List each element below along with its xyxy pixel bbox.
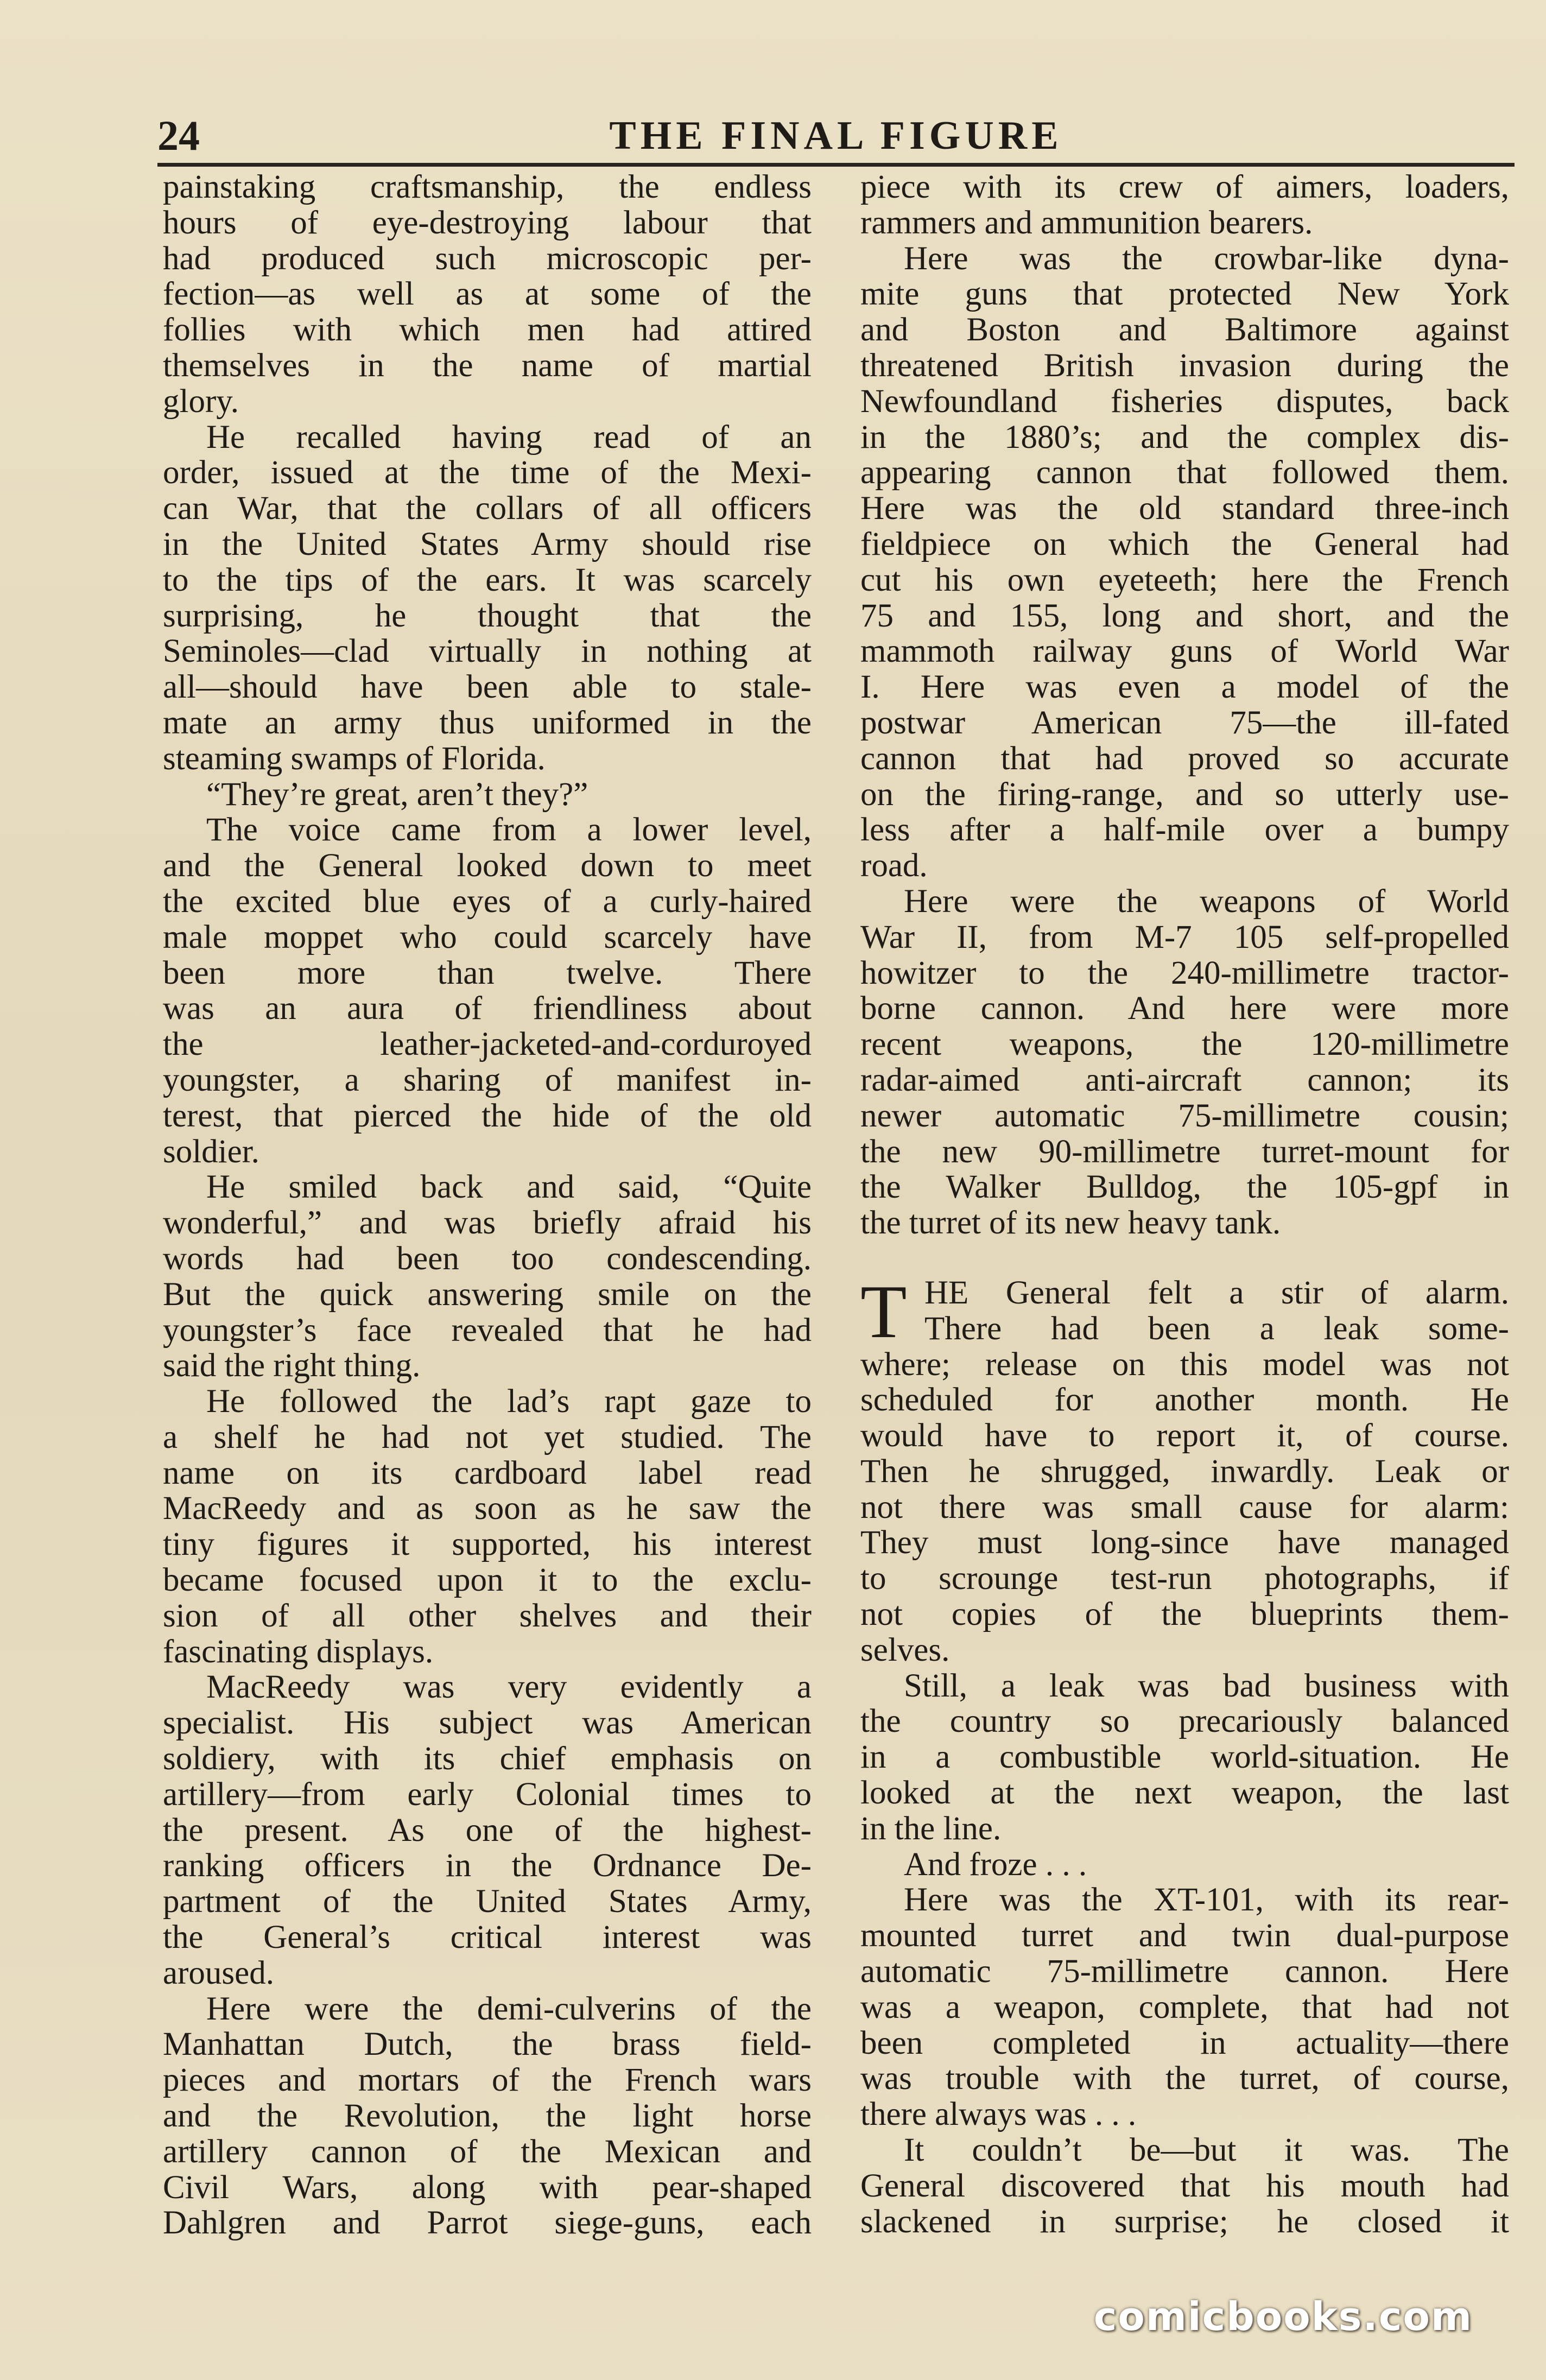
text-line: steaming swamps of Florida. [163,740,546,777]
text-line: I. Here was even a model of the [860,669,1509,705]
text-line: tiny figures it supported, his interest [163,1527,812,1563]
text-line: surprising, he thought that the [163,598,812,634]
text-line: partment of the United States Army, [163,1884,812,1920]
text-line: threatened British invasion during the [860,347,1509,384]
text-line: all—should have been able to stale- [163,669,812,705]
text-line: the new 90-millimetre turret-mount for [860,1134,1509,1170]
text-line: not there was small cause for alarm: [860,1489,1509,1526]
text-line: soldier. [163,1134,259,1170]
text-line: cut his own eyeteeth; here the French [860,562,1509,598]
text-line: had produced such microscopic per- [163,240,812,277]
text-line: scheduled for another month. He [860,1382,1509,1419]
text-line: follies with which men had attired [163,312,812,348]
text-line: Here were the weapons of World [904,883,1509,920]
text-line: terest, that pierced the hide of the old [163,1098,812,1134]
text-line: He followed the lad’s rapt gaze to [206,1384,812,1420]
text-line: said the right thing. [163,1348,421,1384]
text-line: was a weapon, complete, that had not [860,1989,1509,2025]
text-line: wonderful,” and was briefly afraid his [163,1205,812,1241]
text-line: Here was the XT-101, with its rear- [904,1882,1509,1919]
text-line: sion of all other shelves and their [163,1598,812,1634]
text-line: Seminoles—clad virtually in nothing at [163,634,812,670]
text-line: mammoth railway guns of World War [860,634,1509,670]
header-rule [157,163,1515,167]
text-line: specialist. His subject was American [163,1705,812,1742]
text-line: Then he shrugged, inwardly. Leak or [860,1453,1509,1490]
text-line: order, issued at the time of the Mexi- [163,455,812,491]
text-line: youngster, a sharing of manifest in- [163,1062,812,1098]
text-line: would have to report it, of course. [860,1418,1509,1454]
text-line: name on its cardboard label read [163,1455,812,1491]
text-line: The voice came from a lower level, [206,812,812,849]
text-line: ranking officers in the Ordnance De- [163,1848,812,1884]
text-line: recent weapons, the 120-millimetre [860,1027,1509,1062]
text-line: and Boston and Baltimore against [860,312,1509,348]
text-line: been completed in actuality—there [860,2025,1509,2061]
drop-cap-paragraph-opening [860,1269,1509,1354]
text-line: can War, that the collars of all officers [163,491,812,527]
text-line: words had been too condescending. [163,1240,812,1277]
text-line: He recalled having read of an [206,419,812,455]
text-line: piece with its crew of aimers, loaders, [860,169,1509,205]
text-line: glory. [163,383,239,420]
text-line: in the line. [860,1811,1002,1847]
text-line: the turret of its new heavy tank. [860,1205,1281,1241]
text-line: howitzer to the 240-millimetre tractor- [860,955,1509,991]
text-line: They must long-since have managed [860,1525,1509,1561]
text-line: hours of eye-destroying labour that [163,205,812,241]
text-line: artillery cannon of the Mexican and [163,2134,812,2170]
text-line: and the Revolution, the light horse [163,2098,812,2134]
text-line: road. [860,848,928,884]
text-line: to the tips of the ears. It was scarcely [163,562,812,598]
text-line: the excited blue eyes of a curly-haired [163,883,812,920]
text-line: soldiery, with its chief emphasis on [163,1741,812,1777]
text-line: the country so precariously balanced [860,1704,1509,1740]
text-line: “They’re great, aren’t they?” [206,776,588,813]
text-line: and the General looked down to meet [163,848,812,884]
text-line: in the United States Army should rise [163,526,812,562]
section-break [860,1241,1509,1275]
text-line: It couldn’t be—but it was. The [904,2132,1509,2168]
text-line: the present. As one of the highest- [163,1812,812,1849]
text-line: themselves in the name of martial [163,347,812,384]
text-line: And froze . . . [904,1846,1087,1883]
text-line: on the firing-range, and so utterly use- [860,776,1509,813]
text-line: mite guns that protected New York [860,276,1509,313]
text-line: less after a half-mile over a bumpy [860,812,1509,849]
text-line: radar-aimed anti-aircraft cannon; its [860,1062,1509,1098]
text-line: pieces and mortars of the French wars [163,2062,812,2099]
text-line: Newfoundland fisheries disputes, back [860,383,1509,420]
text-line: cannon that had proved so accurate [860,740,1509,777]
page-header [157,106,1515,166]
text-line: Dahlgren and Parrot siege-guns, each [163,2205,812,2242]
left-column [163,169,812,2241]
text-line: in the 1880’s; and the complex dis- [860,419,1509,455]
drop-cap-line-2: There had been a leak some- [924,1311,1509,1347]
text-line: selves. [860,1632,950,1668]
text-line: in a combustible world-situation. He [860,1739,1509,1776]
text-line: borne cannon. And here were more [860,991,1509,1027]
text-line: mate an army thus uniformed in the [163,705,812,741]
text-line: MacReedy was very evidently a [206,1669,812,1706]
right-column-bottom-text [860,1347,1509,2240]
text-line: War II, from M-7 105 self-propelled [860,919,1509,955]
running-title: THE FINAL FIGURE [609,113,1063,158]
text-line: mounted turret and twin dual-purpose [860,1918,1509,1954]
text-line: painstaking craftsmanship, the endless [163,169,812,205]
text-line: been more than twelve. There [163,955,812,991]
text-line: aroused. [163,1955,274,1991]
page-number: 24 [157,112,200,159]
text-line: looked at the next weapon, the last [860,1775,1509,1811]
text-line: was trouble with the turret, of course, [860,2061,1509,2097]
text-line: MacReedy and as soon as he saw the [163,1491,812,1527]
text-line: artillery—from early Colonial times to [163,1776,812,1813]
text-line: But the quick answering smile on the [163,1276,812,1313]
text-line: to scrounge test-run photographs, if [860,1561,1509,1597]
text-line: fection—as well as at some of the [163,276,812,313]
drop-cap-letter: T [860,1269,907,1354]
text-line: became focused upon it to the exclu- [163,1562,812,1598]
text-line: there always was . . . [860,2097,1137,2133]
text-line: fascinating displays. [163,1634,434,1670]
watermark: comicbooks.com [1093,2294,1473,2339]
text-line: Here were the demi-culverins of the [206,1991,812,2027]
text-line: the Walker Bulldog, the 105-gpf in [860,1169,1509,1206]
text-line: youngster’s face revealed that he had [163,1312,812,1349]
text-line: General discovered that his mouth had [860,2168,1509,2204]
text-line: fieldpiece on which the General had [860,526,1509,562]
text-line: Manhattan Dutch, the brass field- [163,2027,812,2063]
text-line: newer automatic 75-millimetre cousin; [860,1098,1509,1134]
text-line: a shelf he had not yet studied. The [163,1419,812,1455]
text-line: where; release on this model was not [860,1346,1509,1383]
text-line: appearing cannon that followed them. [860,455,1509,491]
text-line: Here was the crowbar-like dyna- [904,240,1509,277]
right-column [860,169,1509,2239]
text-line: male moppet who could scarcely have [163,919,812,955]
text-line: Civil Wars, along with pear-shaped [163,2169,812,2206]
text-line: not copies of the blueprints them- [860,1597,1509,1632]
text-line: automatic 75-millimetre cannon. Here [860,1954,1509,1990]
text-line: Still, a leak was bad business with [904,1668,1509,1704]
right-column-top-text [860,169,1509,1241]
drop-cap-line-1: HE General felt a stir of alarm. [924,1275,1509,1311]
text-line: He smiled back and said, “Quite [206,1169,812,1206]
text-line: Here was the old standard three-inch [860,491,1509,527]
text-line: rammers and ammunition bearers. [860,205,1313,241]
text-line: slackened in surprise; he closed it [860,2204,1509,2240]
text-line: postwar American 75—the ill-fated [860,705,1509,741]
text-line: the leather-jacketed-and-corduroyed [163,1027,812,1062]
text-line: 75 and 155, long and short, and the [860,598,1509,634]
text-line: was an aura of friendliness about [163,991,812,1027]
text-line: the General’s critical interest was [163,1920,812,1955]
